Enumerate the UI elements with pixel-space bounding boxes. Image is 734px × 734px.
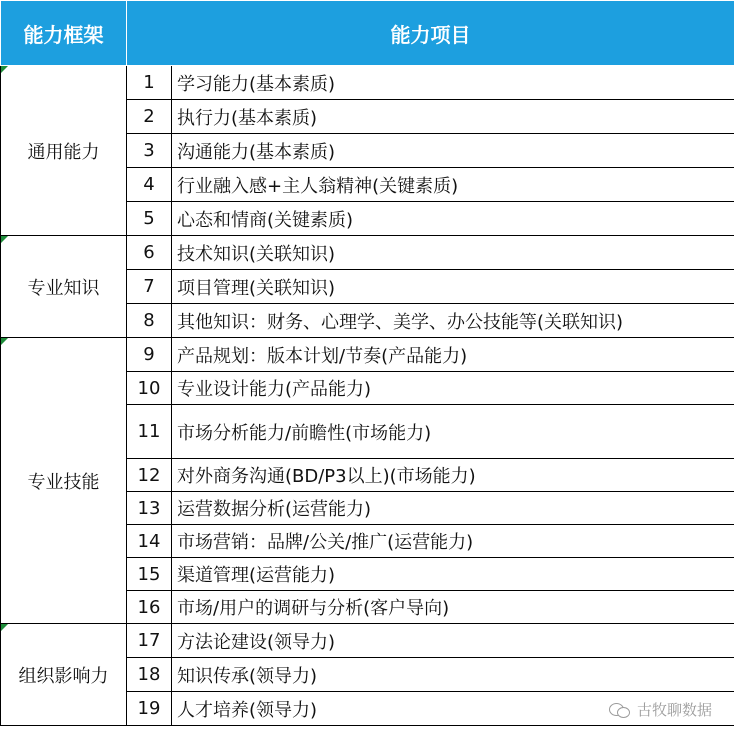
header-category: 能力框架: [1, 1, 127, 66]
row-number: 5: [127, 202, 172, 236]
competency-item: 沟通能力(基本素质): [172, 134, 734, 168]
wechat-icon: [609, 701, 631, 719]
competency-item: 项目管理(关联知识): [172, 270, 734, 304]
row-number: 2: [127, 100, 172, 134]
competency-item: 心态和情商(关键素质): [172, 202, 734, 236]
row-number: 1: [127, 66, 172, 100]
competency-item: 产品规划：版本计划/节奏(产品能力): [172, 338, 734, 372]
row-number: 16: [127, 591, 172, 624]
competency-item: 市场营销：品牌/公关/推广(运营能力): [172, 525, 734, 558]
row-number: 4: [127, 168, 172, 202]
competency-item: 专业设计能力(产品能力): [172, 372, 734, 405]
category-general: 通用能力: [1, 66, 127, 236]
row-number: 9: [127, 338, 172, 372]
row-number: 15: [127, 558, 172, 591]
row-number: 19: [127, 692, 172, 726]
competency-item: 执行力(基本素质): [172, 100, 734, 134]
competency-item: 知识传承(领导力): [172, 658, 734, 692]
green-corner-mark: [1, 236, 8, 243]
competency-item: 技术知识(关联知识): [172, 236, 734, 270]
category-skills: 专业技能: [1, 338, 127, 624]
row-number: 17: [127, 624, 172, 658]
row-number: 11: [127, 405, 172, 459]
header-row: [1, 1, 734, 66]
row-number: 8: [127, 304, 172, 338]
competency-item: 市场/用户的调研与分析(客户导向): [172, 591, 734, 624]
table-row: [1, 66, 734, 100]
competency-item: 人才培养(领导力): [172, 692, 734, 726]
competency-item: 运营数据分析(运营能力): [172, 492, 734, 525]
row-number: 7: [127, 270, 172, 304]
watermark-text: 古牧聊数据: [636, 701, 712, 719]
row-number: 18: [127, 658, 172, 692]
green-corner-mark: [1, 66, 8, 73]
competency-item: 学习能力(基本素质): [172, 66, 734, 100]
competency-item: 对外商务沟通(BD/P3以上)(市场能力): [172, 459, 734, 492]
table-row: [1, 624, 734, 658]
row-number: 13: [127, 492, 172, 525]
table-row: [1, 236, 734, 270]
green-corner-mark: [1, 338, 8, 345]
header-items: 能力项目: [127, 1, 734, 66]
row-number: 14: [127, 525, 172, 558]
green-corner-mark: [1, 624, 8, 631]
table-row: [1, 338, 734, 372]
row-number: 10: [127, 372, 172, 405]
row-number: 3: [127, 134, 172, 168]
competency-item: 方法论建设(领导力): [172, 624, 734, 658]
competency-item: 渠道管理(运营能力): [172, 558, 734, 591]
competency-item: 行业融入感+主人翁精神(关键素质): [172, 168, 734, 202]
category-knowledge: 专业知识: [1, 236, 127, 338]
row-number: 6: [127, 236, 172, 270]
watermark: [609, 699, 712, 720]
competency-item: 市场分析能力/前瞻性(市场能力): [172, 405, 734, 459]
category-org-influence: 组织影响力: [1, 624, 127, 726]
row-number: 12: [127, 459, 172, 492]
competency-item: 其他知识：财务、心理学、美学、办公技能等(关联知识): [172, 304, 734, 338]
